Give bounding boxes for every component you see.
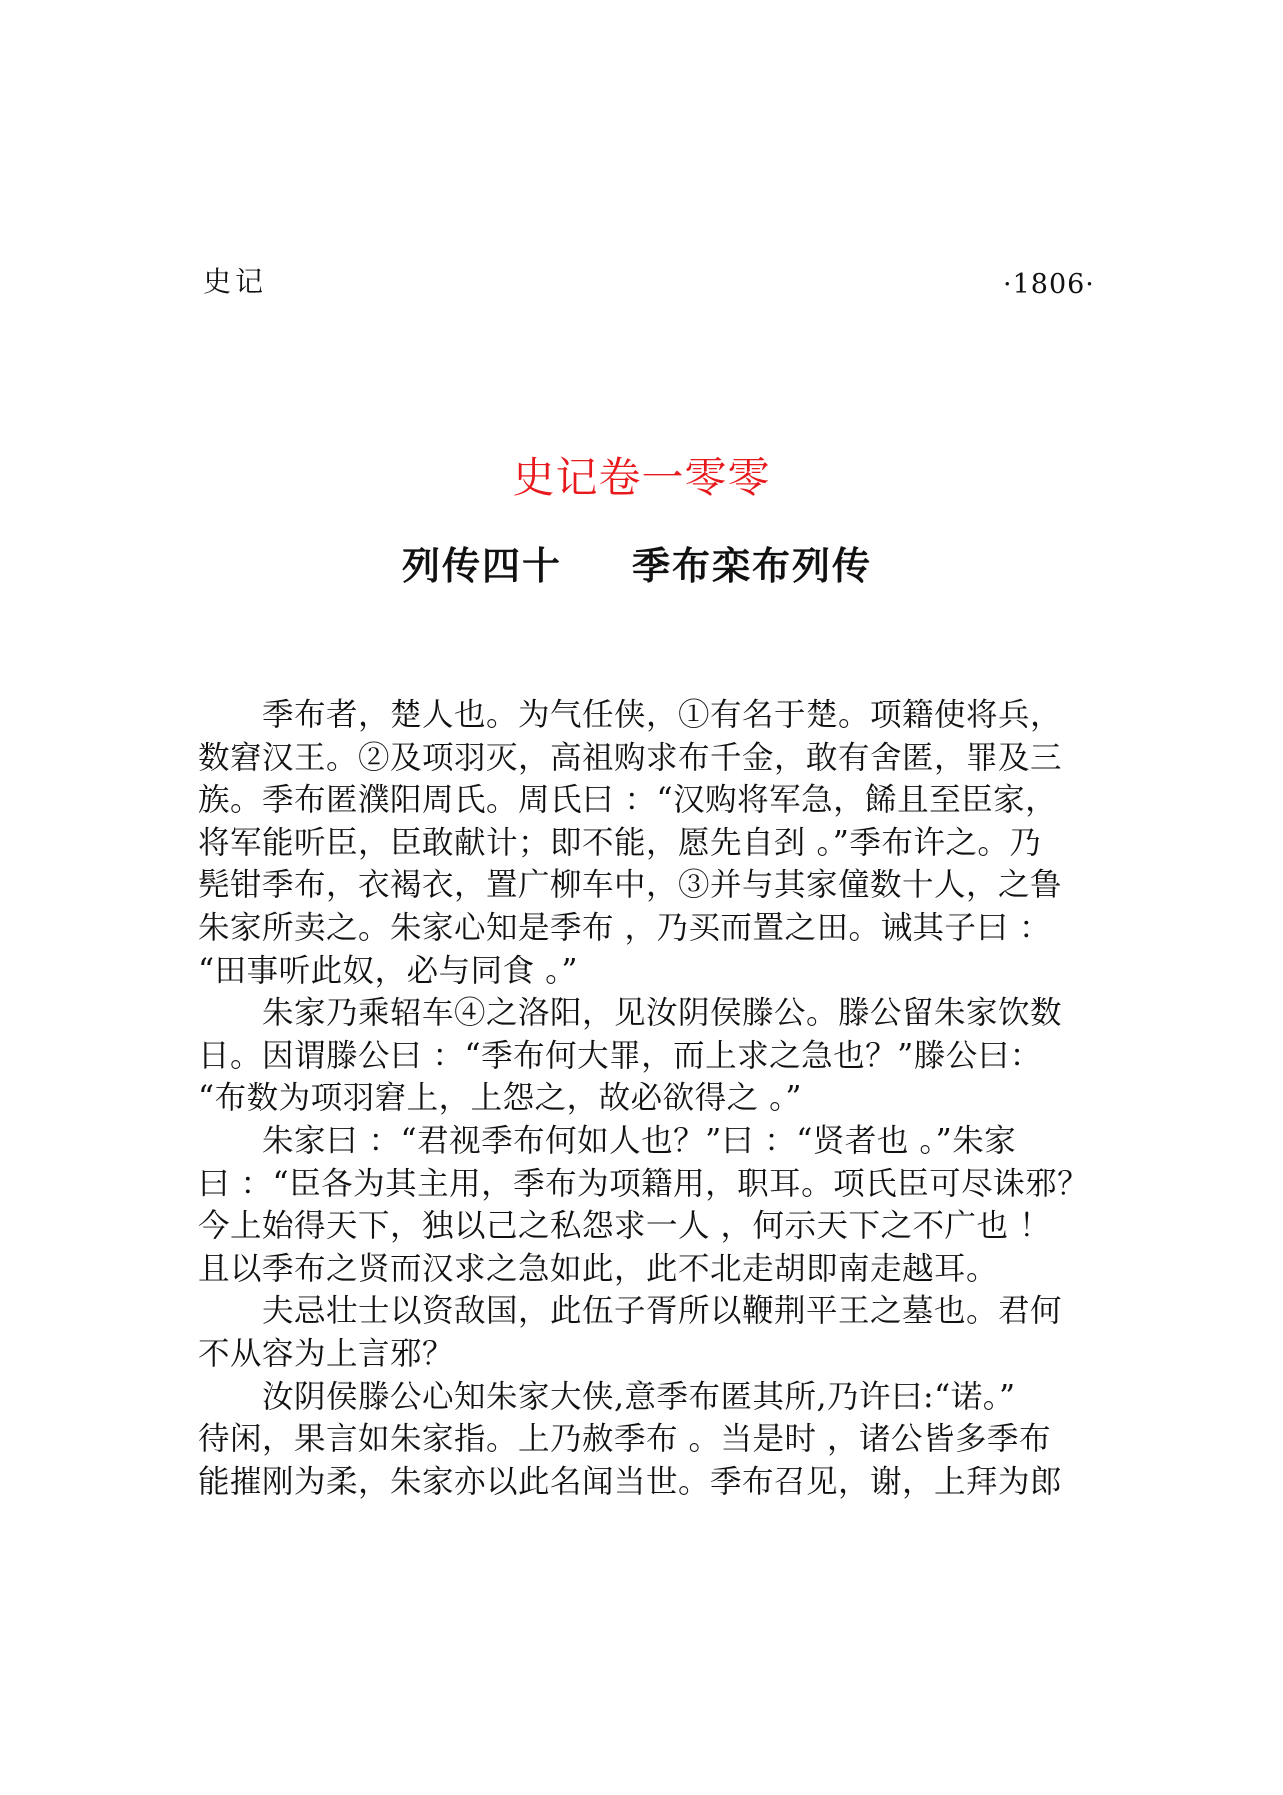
text-line: 曰 ：“臣各为其主用，季布为项籍用，职耳。项氏臣可尽诛邪？ xyxy=(198,1165,1090,1202)
text-line: 将军能听臣，臣敢献计；即不能，愿先自刭 。”季布许之。乃 xyxy=(198,824,1042,861)
text-line: 夫忌壮士以资敌国，此伍子胥所以鞭荆平王之墓也。君何 xyxy=(198,1293,1063,1330)
text-line: 日。因谓滕公曰 ：“季布何大罪，而上求之急也？”滕公曰： xyxy=(198,1037,1042,1074)
text-line: 朱家所卖之。朱家心知是季布 ，乃买而置之田。诫其子曰 ： xyxy=(198,909,1052,946)
text-line: 待闲，果言如朱家指。上乃赦季布 。当是时 ，诸公皆多季布 xyxy=(198,1421,1052,1458)
text-line: 且以季布之贤而汉求之急如此，此不北走胡即南走越耳。 xyxy=(198,1250,999,1287)
text-line: 今上始得天下，独以己之私怨求一人 ，何示天下之不广也 ！ xyxy=(198,1208,1052,1245)
body-text xyxy=(198,694,1098,1503)
text-line: “田事听此奴，必与同食 。” xyxy=(198,952,578,989)
text-line: 族。季布匿濮阳周氏。周氏曰 ：“汉购将军急，餙且至臣家， xyxy=(198,782,1058,819)
volume-title: 史记卷一零零 xyxy=(512,453,771,502)
text-line: 能摧刚为柔，朱家亦以此名闻当世。季布召见，谢，上拜为郎 xyxy=(198,1463,1063,1500)
text-line: 数窘汉王。②及项羽灭，高祖购求布千金，敢有舍匿，罪及三 xyxy=(198,739,1063,776)
text-line: 季布者，楚人也。为气任侠，①有名于楚。项籍使将兵， xyxy=(198,697,1063,733)
text-line: 朱家乃乘轺车④之洛阳，见汝阴侯滕公。滕公留朱家饮数 xyxy=(198,995,1063,1032)
page-number: ·1806· xyxy=(1003,269,1095,300)
chapter-name: 季布栾布列传 xyxy=(632,544,873,588)
text-line: “布数为项羽窘上，上怨之，故必欲得之 。” xyxy=(198,1080,802,1117)
text-line: 不从容为上言邪？ xyxy=(198,1335,455,1372)
text-line: 髡钳季布，衣褐衣，置广柳车中，③并与其家僮数十人，之鲁 xyxy=(198,867,1063,904)
text-line: 汝阴侯滕公心知朱家大侠,意季布匿其所,乃许曰:“诺。” xyxy=(198,1378,1016,1415)
text-line: 朱家曰 ：“君视季布何如人也？”曰 ：“贤者也 。”朱家 xyxy=(198,1122,1017,1159)
running-header-book-title: 史记 xyxy=(203,265,268,298)
chapter-number: 列传四十 xyxy=(402,544,563,588)
chapter-title xyxy=(0,544,1283,597)
